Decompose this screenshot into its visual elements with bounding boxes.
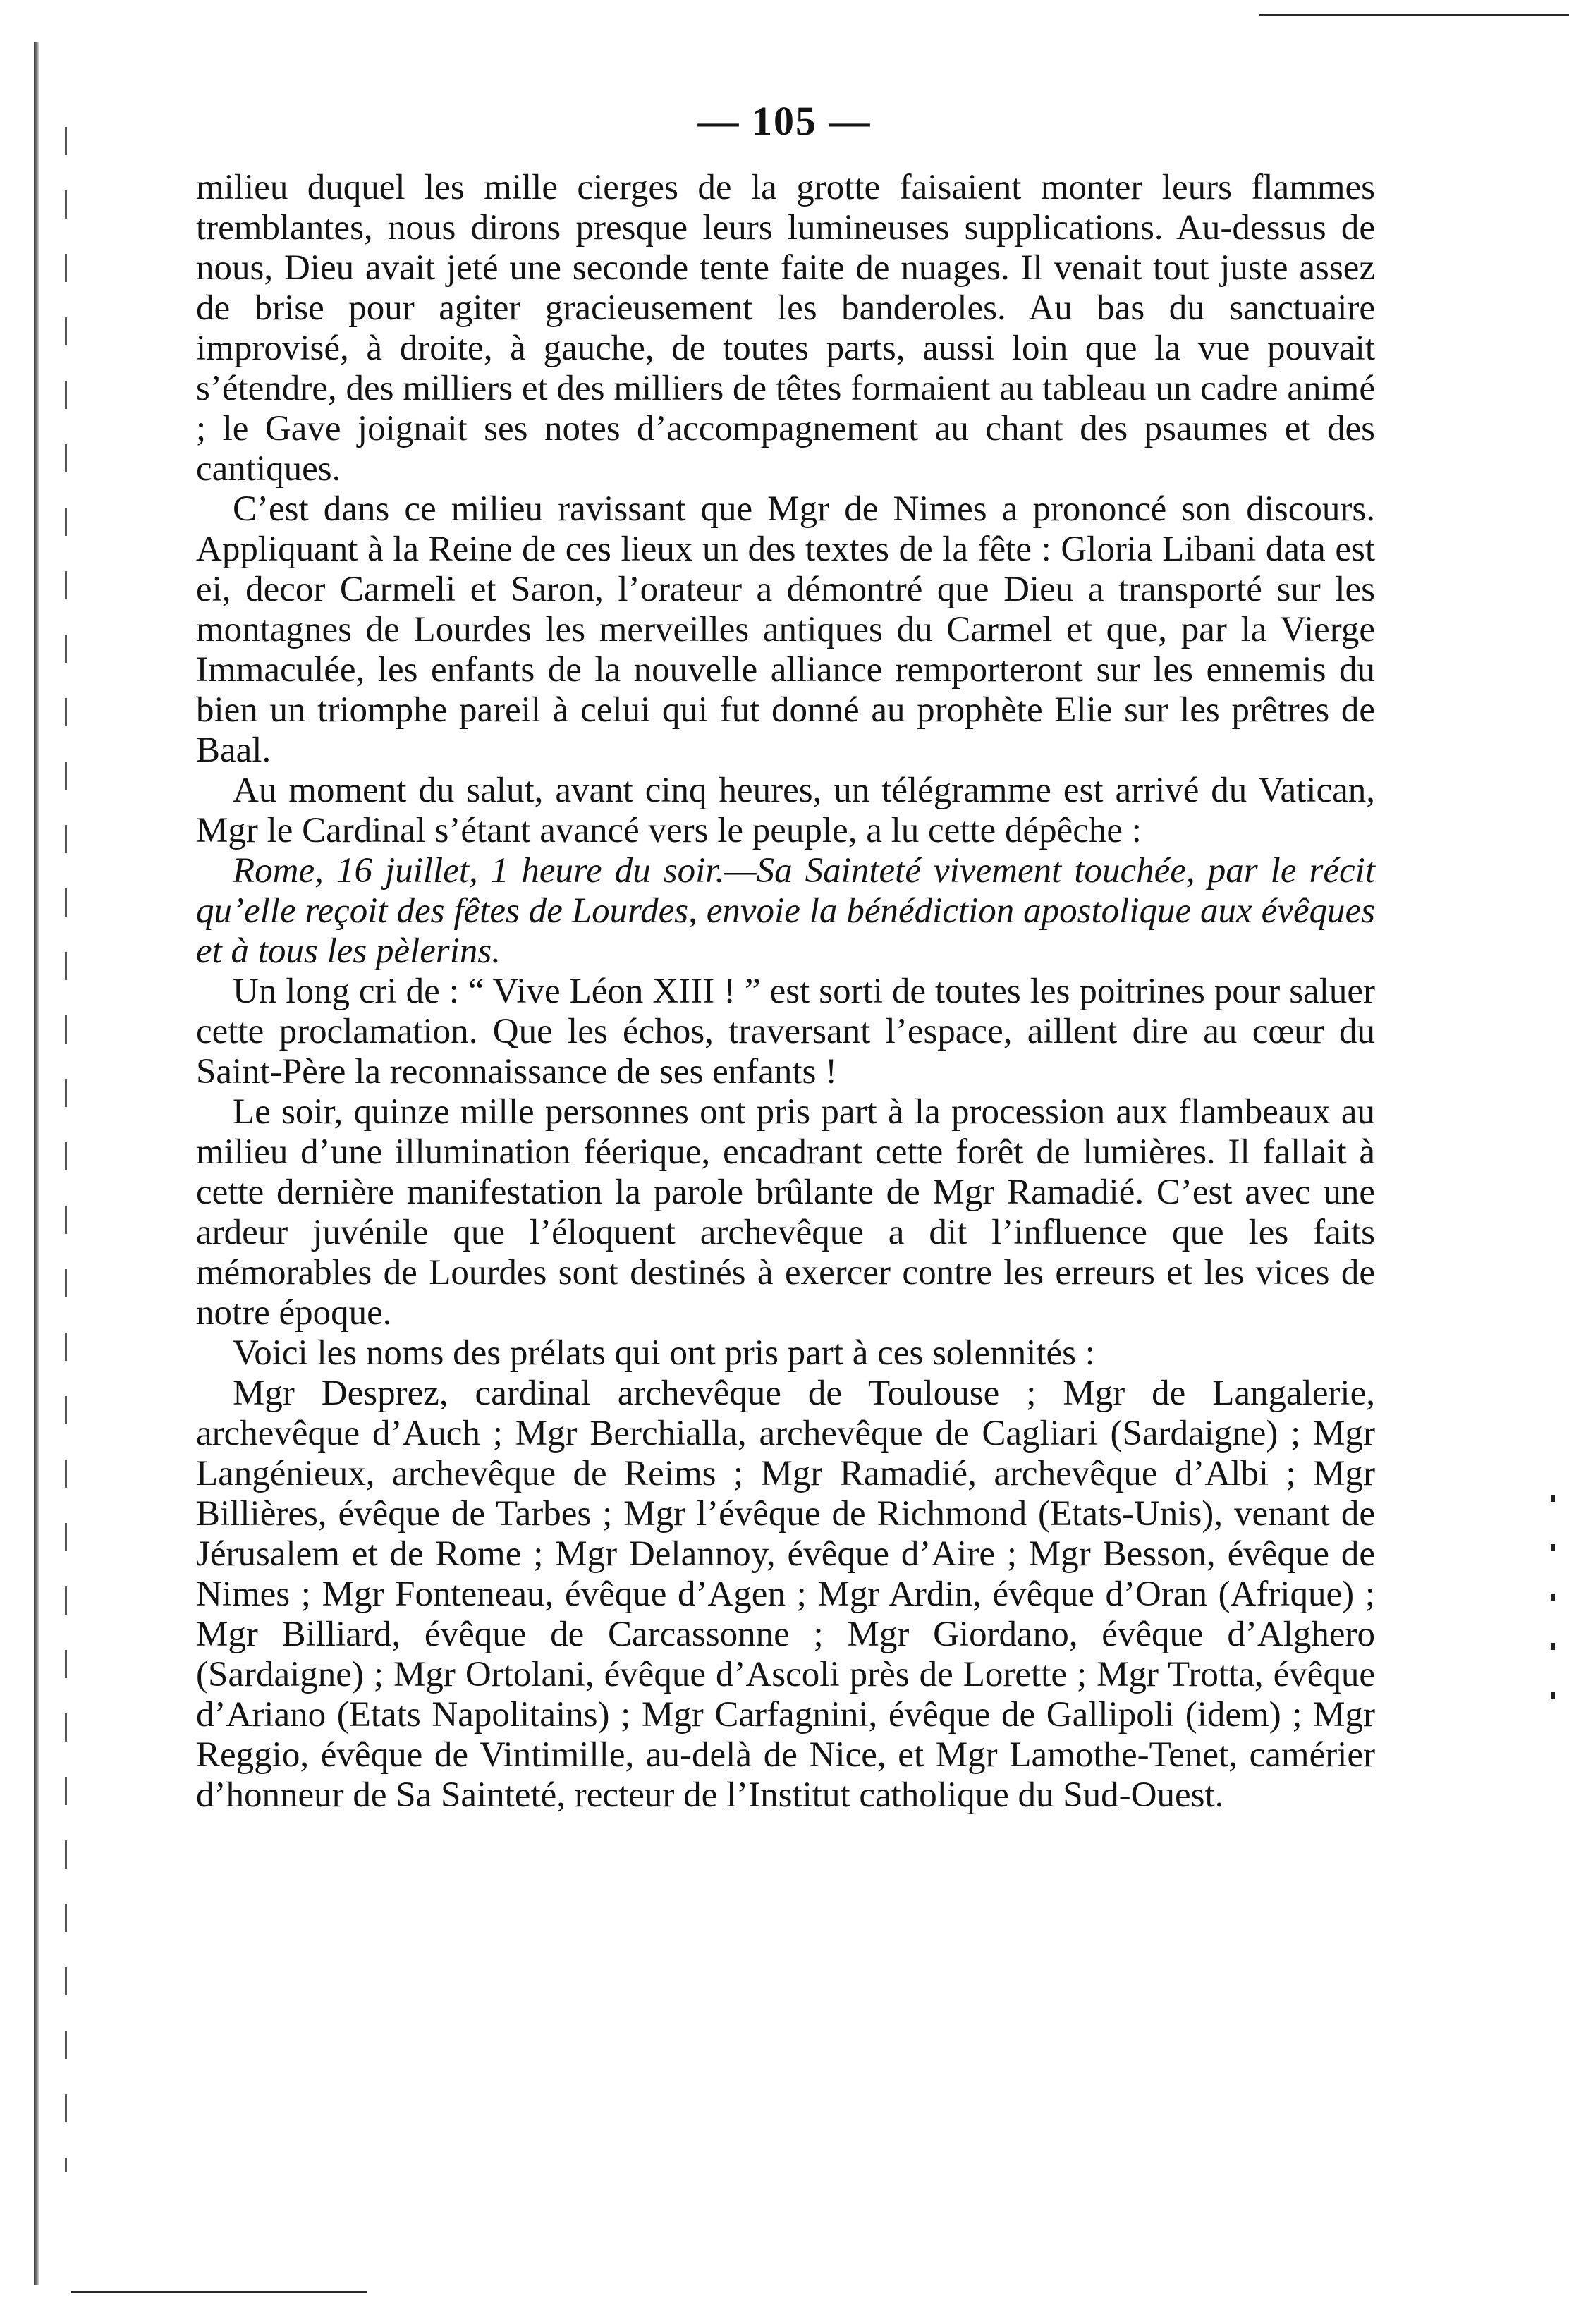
- paragraph-prelates-intro: Voici les noms des prélats qui ont pris part à ces solennités :: [233, 1333, 1095, 1373]
- right-edge-specks: [1551, 1495, 1555, 1706]
- paragraph-telegram-arrival: Au moment du salut, avant cinq heures, un télégramme est arrivé du Vatican, Mgr le Cardinal s’étant avancé vers le peuple, a lu cette dépêche :: [196, 771, 1375, 850]
- binding-marks: [65, 127, 67, 2172]
- page-edge-shadow: [34, 42, 39, 2285]
- paragraph-procession: Le soir, quinze mille personnes ont pris part à la procession aux flambeaux au milieu d’une illumination féerique, encadrant cette forêt de lumières. Il fallait à cette dernière manifestation la parole brûlante de Mgr Ramadié. C’est avec une ardeur juvénile que l’éloquent archevêque a dit l’influence que les faits mémorables de Lourdes sont destinés à exercer contre les erreurs et les vices de notre époque.: [196, 1092, 1375, 1333]
- telegram-text: Rome, 16 juillet, 1 heure du soir.—Sa Sainteté vivement touchée, par le récit qu’elle reçoit des fêtes de Lourdes, envoie la bénédiction apostolique aux évêques et à tous les pèlerins.: [196, 851, 1375, 971]
- paragraph-discourse: C’est dans ce milieu ravissant que Mgr de Nimes a prononcé son discours. Appliquant à la Reine de ces lieux un des textes de la fête : Gloria Libani data est ei, decor Carmeli et Saron, l’orateur a démontré que Dieu a transporté sur les montagnes de Lourdes les merveilles antiques du Carmel et que, par la Vierge Immaculée, les enfants de la nouvelle alliance remporteront sur les ennemis du bien un triomphe pareil à celui qui fut donné au prophète Elie sur les prêtres de Baal.: [196, 489, 1375, 770]
- paragraph-acclamation: Un long cri de : “ Vive Léon XIII ! ” est sorti de toutes les poitrines pour saluer cette proclamation. Que les échos, traversant l’espace, aillent dire au cœur du Saint-Père la reconnaissance de ses enfants !: [196, 972, 1375, 1091]
- bottom-edge-rule: [71, 2291, 367, 2293]
- paragraph-prelates-list: Mgr Desprez, cardinal archevêque de Toulouse ; Mgr de Langalerie, archevêque d’Auch ; Mgr Berchialla, archevêque de Cagliari (Sardaigne) ; Mgr Langénieux, archevêque de Reims ; Mgr Ramadié, archevêque d’Albi ; Mgr Billières, évêque de Tarbes ; Mgr l’évêque de Richmond (Etats-Unis), venant de Jérusalem et de Rome ; Mgr Delannoy, évêque d’Aire ; Mgr Besson, évêque de Nimes ; Mgr Fonteneau, évêque d’Agen ; Mgr Ardin, évêque d’Oran (Afrique) ; Mgr Billiard, évêque de Carcassonne ; Mgr Giordano, évêque d’Alghero (Sardaigne) ; Mgr Ortolani, évêque d’Ascoli près de Lorette ; Mgr Trotta, évêque d’Ariano (Etats Napolitains) ; Mgr Carfagnini, évêque de Gallipoli (idem) ; Mgr Reggio, évêque de Vintimille, au-delà de Nice, et Mgr Lamothe-Tenet, camérier d’honneur de Sa Sainteté, recteur de l’Institut catholique du Sud-Ouest.: [196, 1374, 1375, 1815]
- paragraph-grotto: milieu duquel les mille cierges de la grotte faisaient monter leurs flammes tremblantes, nous dirons presque leurs lumineuses supplications. Au-dessus de nous, Dieu avait jeté une seconde tente faite de nuages. Il venait tout juste assez de brise pour agiter gracieusement les banderoles. Au bas du sanctuaire improvisé, à droite, à gauche, de toutes parts, aussi loin que la vue pouvait s’étendre, des milliers et des milliers de têtes formaient au tableau un cadre animé ; le Gave joignait ses notes d’accompagnement au chant des psaumes et des cantiques.: [196, 168, 1375, 489]
- page-body: [196, 168, 1375, 1816]
- top-edge-rule: [1259, 14, 1569, 16]
- page-number: — 105 —: [697, 98, 872, 144]
